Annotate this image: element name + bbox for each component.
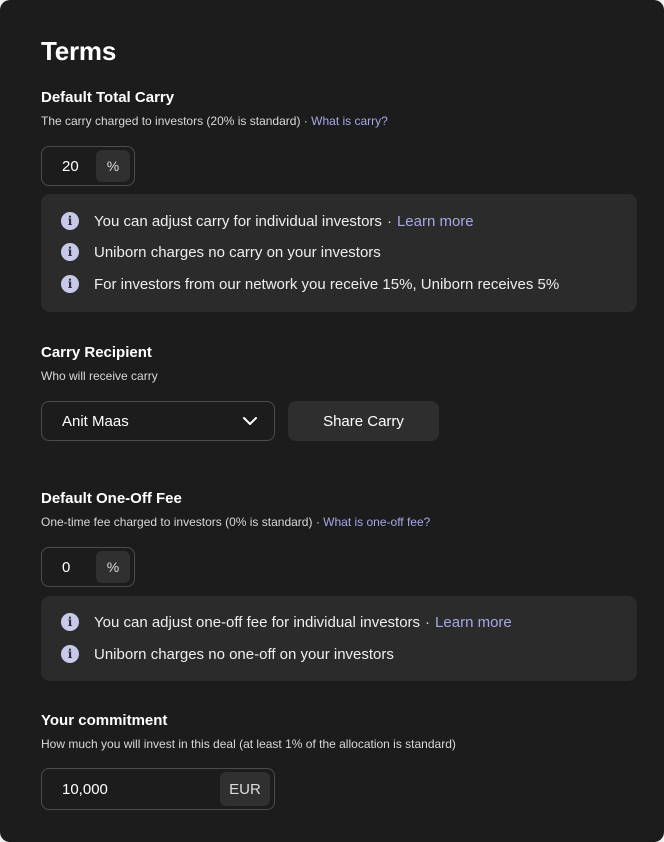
info-row	[61, 243, 381, 261]
info-icon: i	[61, 613, 79, 631]
fee-input[interactable]	[41, 547, 135, 587]
separator: ·	[303, 114, 308, 128]
recipient-description: Who will receive carry	[41, 369, 158, 383]
fee-info-box	[41, 596, 637, 681]
learn-more-link[interactable]: Learn more	[396, 212, 474, 230]
info-icon: i	[61, 275, 79, 293]
commitment-input[interactable]	[41, 768, 275, 810]
percent-unit: %	[96, 150, 130, 182]
page-title: Terms	[41, 36, 117, 66]
commitment-value[interactable]: 10,000	[62, 780, 108, 798]
carry-info-box	[41, 194, 637, 312]
info-text: You can adjust carry for individual investors	[94, 212, 382, 230]
carry-description-line	[41, 114, 388, 128]
what-is-carry-link[interactable]: What is carry?	[311, 114, 388, 128]
separator: ·	[315, 515, 320, 529]
info-icon: i	[61, 212, 79, 230]
info-row	[61, 613, 512, 631]
fee-heading: Default One-Off Fee	[41, 490, 182, 507]
what-is-fee-link[interactable]: What is one-off fee?	[323, 515, 431, 529]
info-text: Uniborn charges no one-off on your investors	[94, 645, 394, 663]
separator: ·	[386, 212, 392, 230]
fee-description: One-time fee charged to investors (0% is standard)	[41, 515, 313, 529]
currency-unit: EUR	[220, 772, 270, 806]
chevron-down-icon	[242, 416, 258, 426]
commitment-description: How much you will invest in this deal (at least 1% of the allocation is standard)	[41, 737, 456, 751]
carry-value[interactable]: 20	[62, 157, 79, 175]
carry-description: The carry charged to investors (20% is standard)	[41, 114, 301, 128]
selected-recipient: Anit Maas	[62, 412, 129, 430]
info-text: Uniborn charges no carry on your investors	[94, 243, 381, 261]
share-carry-button[interactable]: Share Carry	[288, 401, 439, 441]
fee-value[interactable]: 0	[62, 558, 71, 576]
info-row	[61, 275, 559, 293]
percent-unit: %	[96, 551, 130, 583]
carry-heading: Default Total Carry	[41, 89, 175, 106]
carry-recipient-select[interactable]	[41, 401, 275, 441]
recipient-heading: Carry Recipient	[41, 344, 152, 361]
separator: ·	[425, 613, 431, 631]
info-icon: i	[61, 645, 79, 663]
commitment-heading: Your commitment	[41, 712, 168, 729]
learn-more-link[interactable]: Learn more	[435, 613, 512, 631]
info-text: For investors from our network you receive 15%, Uniborn receives 5%	[94, 275, 560, 293]
info-text: You can adjust one-off fee for individual investors	[94, 613, 421, 631]
info-row	[61, 212, 474, 230]
info-row	[61, 645, 394, 663]
fee-description-line	[41, 515, 430, 529]
info-icon: i	[61, 243, 79, 261]
carry-input[interactable]	[41, 146, 135, 186]
